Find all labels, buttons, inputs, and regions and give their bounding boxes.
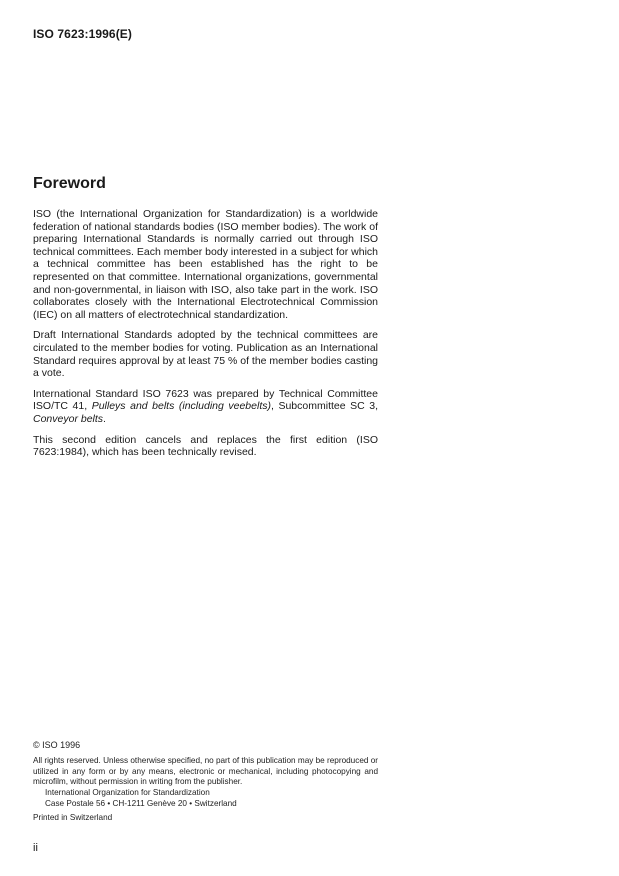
paragraph-3-mid: , Subcommittee SC 3, (271, 400, 379, 413)
copyright-footer (33, 740, 378, 823)
document-id: ISO 7623:1996(E) (33, 27, 132, 41)
paragraph-1: ISO (the International Organization for Standardization) is a worldwide federation of national standards bodies (ISO member bodies). The work of preparing International Standards is normally carried out through ISO technical committees. Each member body interested in a subject for which a technical committee has been established has the right to be represented on that committee. International organizations, governmental and non-governmental, in liaison with ISO, also take part in the work. ISO collaborates closely with the International Electrotechnical Commission (IEC) on all matters of electrotechnical standardization. (33, 208, 378, 321)
foreword-body (33, 208, 378, 467)
paragraph-4: This second edition cancels and replaces the first edition (ISO 7623:1984), which has been technically revised. (33, 433, 378, 459)
paragraph-2: Draft International Standards adopted by the technical committees are circulated to the member bodies for voting. Publication as an International Standard requires approval by at least 75 % of the member bodies casting a vote. (33, 329, 378, 380)
paragraph-3 (33, 388, 378, 426)
paragraph-3-prefix: International Standard ISO 7623 was prepared by Technical Committee ISO/TC 41, (33, 387, 378, 413)
printed-in: Printed in Switzerland (33, 812, 113, 822)
paragraph-3-suffix: . (103, 412, 106, 425)
copyright-notice: © ISO 1996 (33, 740, 81, 750)
address-line-1: International Organization for Standardization (45, 788, 210, 798)
foreword-title: Foreword (33, 175, 106, 192)
rights-statement: All rights reserved. Unless otherwise specified, no part of this publication may be reproduced or utilized in any form or by any means, electronic or mechanical, including photocopying and microfilm, without permission in writing from the publisher. (33, 756, 378, 786)
committee-title: Pulleys and belts (including veebelts) (91, 400, 271, 413)
subcommittee-title: Conveyor belts (33, 412, 104, 425)
page-number: ii (33, 842, 38, 854)
address-line-2: Case Postale 56 • CH-1211 Genève 20 • Switzerland (45, 799, 237, 809)
